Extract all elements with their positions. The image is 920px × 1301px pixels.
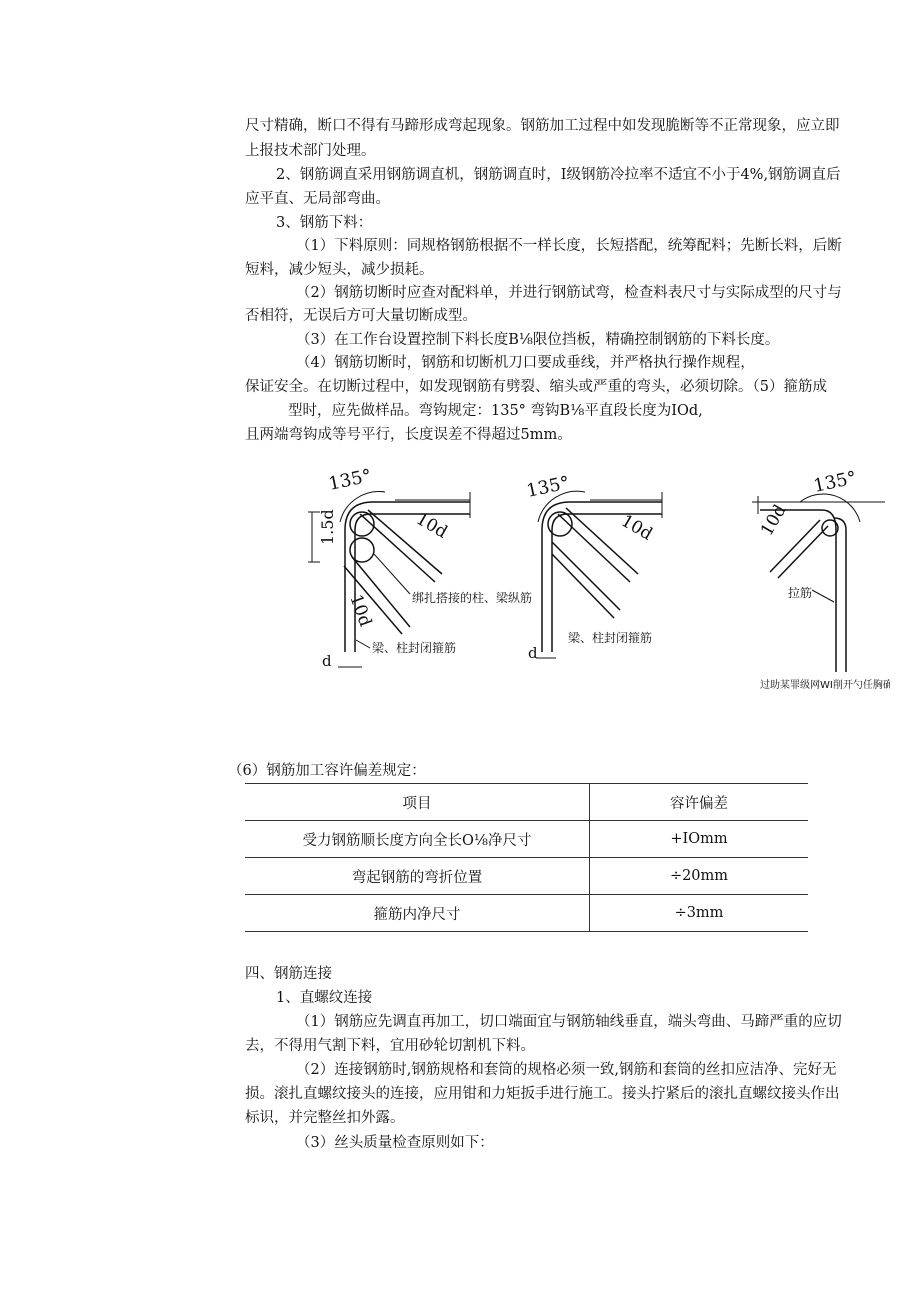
longbar-1b [350, 538, 374, 562]
leader-longbar [374, 554, 410, 594]
label-tie: 拉筋 [788, 586, 813, 600]
angle-label-3: 135° [811, 467, 859, 497]
section-heading: 四、钢筋连接 [245, 966, 332, 982]
length-label-15d: 1.5d [318, 509, 337, 545]
text-line: 应平直、无局部弯曲。 [245, 191, 390, 207]
table-cell-item: 箍筋内净尺寸 [373, 906, 461, 923]
hook-2b [552, 542, 620, 610]
table-cell-item: 受力钢筋顺长度方向全长O⅛净尺寸 [302, 832, 532, 849]
table-intro: （6）钢筋加工容许偏差规定： [228, 763, 426, 779]
tolerance-table [245, 783, 808, 932]
length-label-d2: d [528, 644, 538, 662]
text-line: （2）钢筋切断时应查对配料单，并进行钢筋试弯，检查料表尺寸与实际成型的尺寸与 [296, 285, 842, 301]
length-label-1b: 10d [345, 591, 376, 630]
text-line: 型时，应先做样品。弯钩规定：135° 弯钩B⅛平直段长度为IOd, [288, 403, 703, 419]
text-line: 去，不得用气割下料，宜用砂轮切割机下料。 [245, 1038, 535, 1054]
text-line: （2）连接钢筋时,钢筋规格和套筒的规格必须一致,钢筋和套筒的丝扣应洁净、完好无 [296, 1062, 837, 1078]
table-cell-item: 弯起钢筋的弯折位置 [351, 869, 483, 886]
angle-label-1: 135° [326, 465, 374, 495]
text-line: 且两端弯钩成等号平行，长度误差不得超过5mm。 [245, 427, 572, 443]
hook-2b-b [552, 554, 614, 618]
length-label-d1: d [322, 652, 332, 670]
column-header-item: 项目 [402, 795, 432, 812]
text-line: （3）在工作台设置控制下料长度B⅛限位挡板，精确控制钢筋的下料长度。 [296, 332, 780, 348]
table-cell-tolerance: ÷20mm [590, 858, 809, 895]
label-stirrup-2: 梁、柱封闭箍筋 [568, 631, 653, 645]
arc-135-3 [800, 494, 860, 522]
table-cell-tolerance: ÷3mm [590, 895, 809, 932]
text-line: 保证安全。在切断过程中，如发现钢筋有劈裂、缩头或严重的弯头，必须切除。（5）箍筋成 [245, 379, 827, 395]
table-header-row [245, 784, 808, 821]
length-label-3: 10d [757, 501, 791, 540]
hook-3-b [778, 526, 828, 578]
text-line: 短料，减少短头，减少损耗。 [245, 262, 434, 278]
text-line: 标识，并完整丝扣外露。 [245, 1110, 405, 1126]
leader-stirrup-1 [356, 640, 370, 648]
text-line: 否相符，无误后方可大量切断成型。 [245, 308, 477, 324]
stirrup-bar-1-inner [355, 514, 470, 652]
text-line: 损。滚扎直螺纹接头的连接，应用钳和力矩扳手进行施工。接头拧紧后的滚扎直螺纹接头作出 [245, 1086, 840, 1102]
label-longbar: 绑扎搭接的柱、梁纵筋 [412, 591, 533, 605]
text-line: （1）钢筋应先调直再加工，切口端面宜与钢筋轴线垂直，端头弯曲、马蹄严重的应切 [296, 1014, 842, 1030]
stirrup-bar-1 [345, 502, 470, 652]
angle-label-2: 135° [524, 472, 572, 502]
table-row [245, 895, 808, 932]
subheading: 1、直螺纹连接 [276, 990, 373, 1006]
text-line: 尺寸精确，断口不得有马蹄形成弯起现象。钢筋加工过程中如发现脆断等不正常现象，应立即 [245, 118, 840, 134]
text-line: （1）下料原则：同规格钢筋根据不一样长度，长短搭配，统筹配料；先断长料，后断 [296, 238, 842, 254]
column-header-tolerance: 容许偏差 [590, 784, 809, 821]
label-stirrup-1: 梁、柱封闭箍筋 [372, 641, 457, 655]
length-label-1: 10d [412, 509, 451, 543]
text-line: 2、钢筋调直采用钢筋调直机，钢筋调直时，I级钢筋冷拉率不适宜不小于4%,钢筋调直后 [276, 167, 841, 183]
table-row [245, 858, 808, 895]
hook-detail-figure [300, 462, 890, 692]
table-row [245, 821, 808, 858]
subheading: 3、钢筋下料： [276, 215, 373, 231]
text-line: （4）钢筋切断时，钢筋和切断机刀口要成垂线，并严格执行操作规程， [296, 355, 755, 371]
length-label-2: 10d [617, 511, 656, 545]
table-cell-tolerance: +IOmm [590, 821, 809, 858]
figure-caption: 过助某罪级网WI削开勺任胸确 [760, 680, 890, 691]
leader-tie [812, 590, 834, 602]
text-line: 上报技术部门处理。 [245, 143, 376, 159]
text-line: （3）丝头质量检查原则如下： [296, 1135, 494, 1151]
